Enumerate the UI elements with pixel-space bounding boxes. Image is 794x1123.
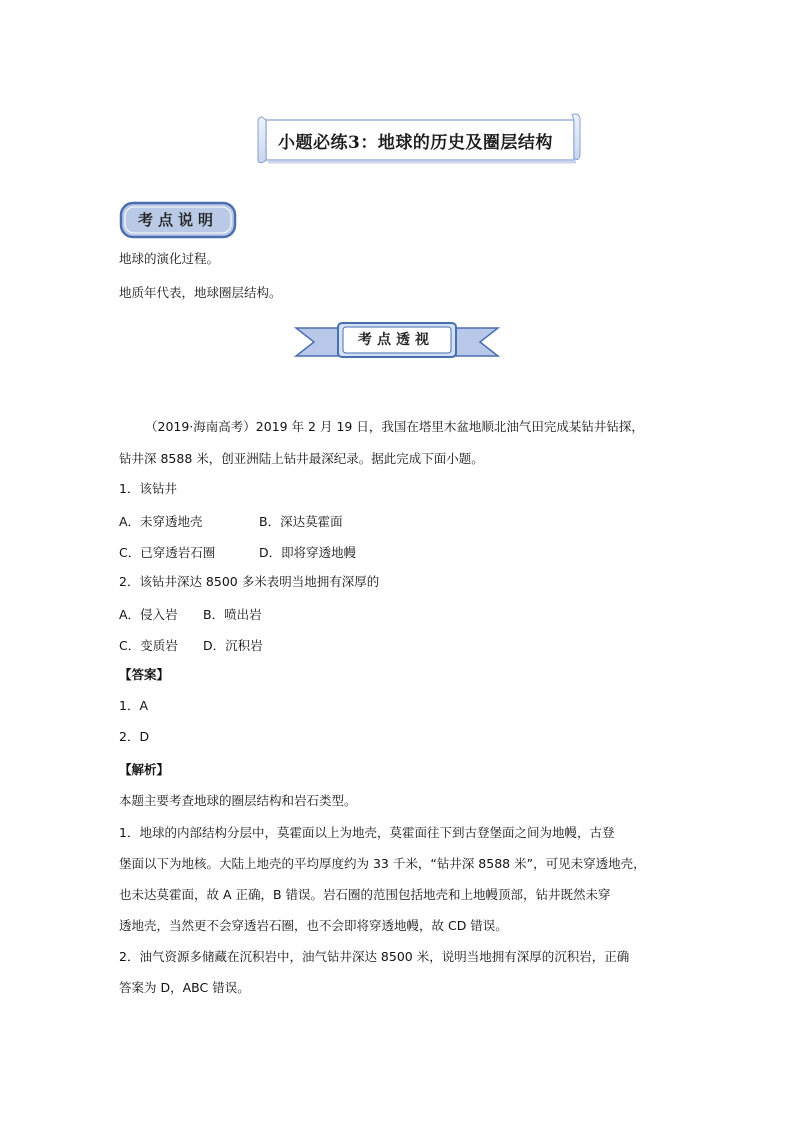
question-intro-line-2: 钻井深 8588 米，创亚洲陆上钻井最深纪录。据此完成下面小题。 [119, 451, 484, 466]
analysis-p2-line-1: 2．油气资源多储藏在沉积岩中，油气钻井深达 8500 米，说明当地拥有深厚的沉积岩，正确 [119, 949, 630, 964]
page-title: 小题必练3：地球的历史及圈层结构 [278, 133, 553, 153]
answer-item-2: 2．D [119, 729, 150, 744]
question-2-option-a: A．侵入岩 [119, 607, 178, 622]
analysis-p1-line-3: 也未达莫霍面，故 A 正确，B 错误。岩石圈的范围包括地壳和上地幔顶部，钻井既然未穿 [119, 887, 611, 902]
question-1-stem: 1．该钻井 [119, 481, 177, 496]
answer-item-1: 1．A [119, 698, 149, 713]
question-2-option-b: B．喷出岩 [203, 607, 262, 622]
explanation-line-1: 地球的演化过程。 [119, 251, 220, 266]
analysis-p1-line-4: 透地壳，当然更不会穿透岩石圈，也不会即将穿透地幔，故 CD 错误。 [119, 918, 508, 933]
question-2-option-c: C．变质岩 [119, 638, 178, 653]
section-ribbon-insight [294, 320, 500, 366]
section-badge-explanation [119, 201, 237, 243]
question-2-stem: 2．该钻井深达 8500 多米表明当地拥有深厚的 [119, 574, 380, 589]
question-1-option-d: D．即将穿透地幔 [259, 545, 357, 560]
badge-label: 考点说明 [137, 211, 218, 229]
analysis-heading: 【解析】 [119, 762, 170, 777]
question-2-option-d: D．沉积岩 [203, 638, 263, 653]
question-1-option-b: B．深达莫霍面 [259, 514, 343, 529]
explanation-line-2: 地质年代表，地球圈层结构。 [119, 285, 282, 300]
title-banner [256, 112, 582, 166]
analysis-p2-line-2: 答案为 D，ABC 错误。 [119, 980, 250, 995]
analysis-p1-line-1: 1．地球的内部结构分层中，莫霍面以上为地壳，莫霍面往下到古登堡面之间为地幔，古登 [119, 825, 615, 840]
question-1-option-c: C．已穿透岩石圈 [119, 545, 216, 560]
analysis-p1-line-2: 堡面以下为地核。大陆上地壳的平均厚度约为 33 千米，“钻井深 8588 米”，可见未穿透地壳， [119, 856, 646, 871]
question-intro-line-1: （2019·海南高考）2019 年 2 月 19 日，我国在塔里木盆地顺北油气田完成某钻井钻探， [145, 419, 644, 434]
question-1-option-a: A．未穿透地壳 [119, 514, 203, 529]
ribbon-label: 考点透视 [358, 332, 434, 348]
analysis-summary: 本题主要考查地球的圈层结构和岩石类型。 [119, 793, 357, 808]
answer-heading: 【答案】 [119, 667, 170, 682]
